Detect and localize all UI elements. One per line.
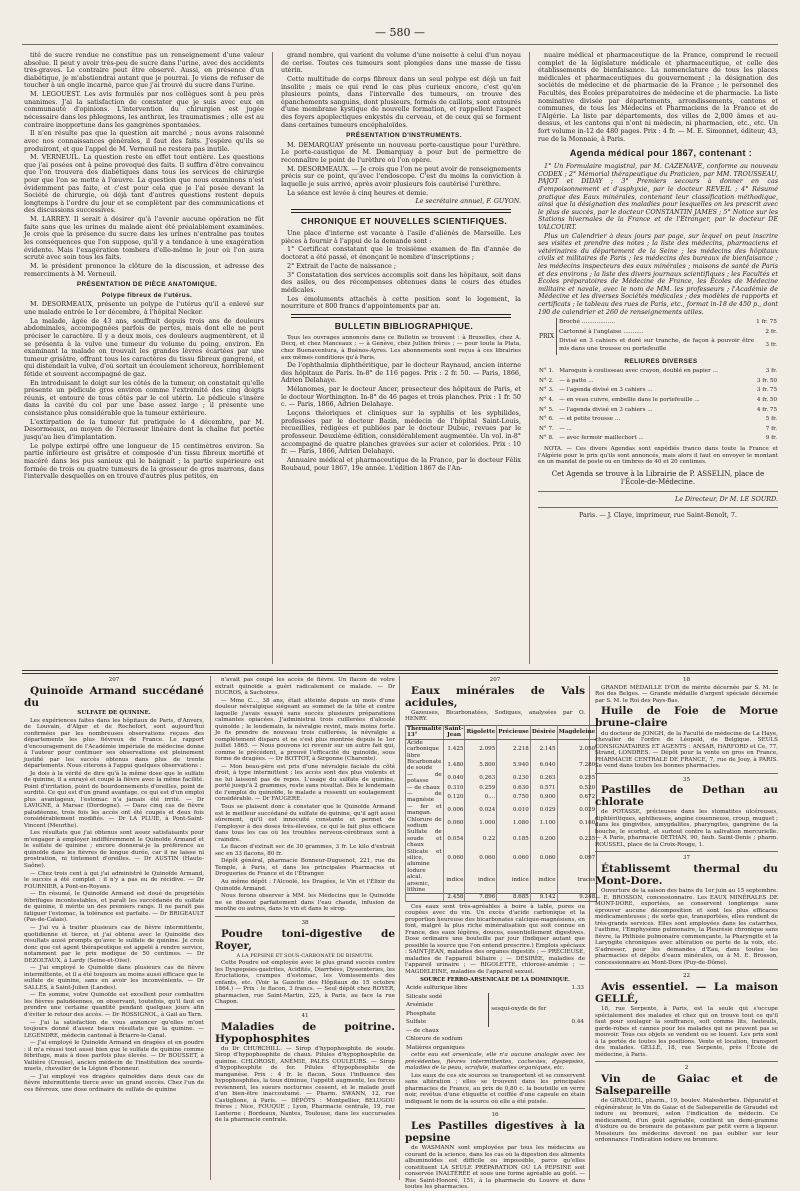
eaux-table-cell: 9.248	[557, 894, 597, 901]
dominique-value	[566, 1001, 585, 1010]
ads-divider	[22, 670, 778, 674]
eaux-table-cell: 0.060	[443, 849, 465, 868]
section-heading: PRÉSENTATION D'INSTRUMENTS.	[346, 132, 462, 140]
paragraph: M. le président prononce la clôture de la discussion, et adresse des remerciments à M. Verneuil.	[24, 261, 264, 278]
eaux-table-cell: 0.024	[465, 804, 497, 817]
dominique-value	[566, 993, 585, 1002]
eaux-table-cell: 0.230	[497, 772, 531, 785]
dominique-table	[405, 984, 585, 1052]
paragraph: Une place d'interne est vacante à l'asile d'aliénés de Marseille. Les pièces à fournir à l'appui de la demande sont :	[281, 229, 521, 245]
eaux-table-cell: 5.940	[497, 759, 531, 772]
eaux-table-cell: 2.218	[497, 739, 531, 759]
reliure-label: — avec fermoir maillechort ...	[559, 435, 644, 442]
eaux-table-cell: indice	[530, 868, 557, 894]
reliure-label: — et petite trousse ...	[559, 416, 621, 423]
paragraph: M. DEMARQUAY présente un nouveau porte-caustique pour l'urèthre. Le porte-caustique de M. Demarquay a pour but de permettre de reconnaître le point de l'urèthre où l'on opère.	[281, 140, 521, 164]
eaux-table-row	[406, 829, 597, 848]
ad-paragraph: Les résultats que j'ai obtenus sont assez satisfaisants pour m'engager à employer indifféremment le Quinoïde Armand et le sulfate de quinine ; encore donnerai-je la préférence au quinoïde dans les fièvres de longue durée, car il ne laisse ni prostration, ni tintement d'oreilles. — Dr AUSTIN (Haute-Saône).	[24, 830, 204, 869]
eaux-table-cell: 2.145	[530, 739, 557, 759]
ad-number: 38	[301, 919, 309, 926]
dominique-label: Sulfate	[406, 1019, 427, 1026]
eaux-table-cell: 1.480	[443, 759, 465, 772]
eaux-table-cell: indice	[497, 868, 531, 894]
eaux-table-cell: 2.095	[465, 739, 497, 759]
eaux-table-cell: 0.060	[465, 849, 497, 868]
ad-paragraph: du docteur de JONGH, de la Faculté de médecine de La Haye, chevalier de l'ordre de Léopold, de Belgique. SEULS CONSIGNATAIRES ET AGENTS : ANSAR, HARFORD et Ce, 77, Strand, LONDRES. — Dépôt pour la vente en gros en France, PHARMACIE CENTRALE DE FRANCE, 7, rue de Jouy, à PARIS. Se vend dans toutes les bonnes pharmacies.	[595, 730, 778, 770]
dominique-label: Silicate sodé	[406, 993, 443, 1000]
ad-paragraph: Ouverture de la saison des bains du 1er juin au 15 septembre. — E. BROSSON, concessionnaire. Les EAUX MINÉRALES DE MONT-DORE, exportées, se conservent longtemps sans éprouver aucune décomposition et sont les plus efficaces médicamenteuses ; de sorte que, transportées, elles rendent de très-grands services. Elles sont employées dans les catarrhes, l'asthme, l'Emphysème pulmonaire, la Pleurésie chronique sans fièvre, la Phthisie pulmonaire commençante, la Pharyngite et la Laryngite chroniques avec altération ou perte de la voix, etc. S'adresser, pour les demandes d'Eau, dans toutes les pharmacies et dépôts d'eaux minérales, ou à M. E. Brosson, concessionnaire au Mont-Dore (Puy-de-Dôme).	[595, 888, 778, 966]
ad-paragraph: cette eau est arsenicale, elle n'a aucune analogie avec les précédentes, fièvres intermittentes, cachexies, dyspepsies, maladies de la peau, scrofule, maladies organiques, etc.	[405, 1052, 585, 1072]
eaux-table-header: Précieuse	[497, 725, 531, 739]
ad-title: Les Pastilles digestives à la pepsine	[405, 1120, 585, 1145]
prix-row-label: Broché ..................	[557, 318, 756, 328]
ad-paragraph: Au même dépôt : l'Alcoolé, les Dragées, le Vin et l'Élixir du Quinoïde Armand.	[215, 879, 395, 892]
ad-number: 18	[682, 677, 691, 683]
eaux-table-cell: 0.263	[465, 772, 497, 785]
reliure-price: 3 fr.	[765, 368, 777, 375]
ad-subtitle: SOURCE FERRO-ARSENICALE DE LA DOMINIQUE.	[420, 976, 570, 983]
ad-paragraph: Les expériences faites dans les hôpitaux de Paris, d'Anvers, de Louvain, d'Alger et de Rochefort, sont aujourd'hui confirmées par les nombreuses observations reçues des départements les plus fiévreux de France. Le rapport d'encouragement de l'Académie impériale de médecine donne à l'auteur pour continuer ses observations est pleinement justifié par les succès obtenus dans plus de trente départements. Nous citerons à l'appui quelques observations :	[24, 717, 204, 770]
chronique-heading: CHRONIQUE ET NOUVELLES SCIENTIFIQUES.	[300, 216, 508, 227]
ad-paragraph: Cette Poudre est employée avec le plus grand succès contre les Dyspepsies-gastrites, Acidités, Diarrhées, Dyssenteries, les Éructations, crampes d'estomac, les Vomissements des enfants, etc. (Voir la Gazette des Hôpitaux du 15 octobre 1864.) — Prix : le flacon, 3 francs. — Seul dépôt chez ROYER, pharmacien, rue Saint-Martin, 225, à Paris, au face la rue Chapon.	[215, 960, 395, 1006]
eaux-table-cell: indice	[443, 868, 465, 894]
eaux-table-cell: 0.040	[443, 772, 465, 785]
eaux-table-cell: 0.006	[443, 804, 465, 817]
eaux-table-cell: traces	[557, 868, 597, 894]
paragraph: tité de sucre rendue ne constitue pas un renseignement d'une valeur absolue. Il peut y avoir très-peu de sucre dans l'urine, avec des accidents très-graves. Le contraire peut être observé. Aussi, en présence d'un diabétique, je m'abstiendrai autant que je pourrai. Je viens de refuser de toucher à un ongle incarné, parce que j'ai trouvé du sucre dans l'urine.	[24, 51, 264, 90]
reliure-price: 3 fr. 75	[756, 387, 777, 394]
bulletin-heading: BULLETIN BIBLIOGRAPHIQUE.	[334, 320, 474, 331]
paragraph: Le polype extirpé offre une longueur de 15 centimètres environ. Sa partie inférieure est grisâtre et composée d'un tissu fibreux mortifié et macéré dans les pus sanieux qui le baignait ; la partie supérieure est formée de trois ou quatre tumeurs de la grosseur de gros marrons, dans l'intervalle desquelles on en trouve d'autres plus petites, en	[24, 441, 264, 481]
eaux-table-cell: 7.896	[465, 894, 497, 901]
reliure-number: N° 6.	[539, 416, 554, 423]
eaux-table-cell: 0.255	[557, 772, 597, 785]
ad-paragraph: — J'ai employé vos dragées quinoïdes dans deux cas de fièvre intermittente tierce avec un grand succès. Chez l'un de ces fiévreux, une dose ordinaire de sulfate de quinine	[24, 1073, 204, 1093]
dominique-value	[566, 1027, 585, 1036]
eaux-table-header: Magdeleine	[557, 725, 597, 739]
ad-title: Vin de Gaiac et de Salsepareille	[595, 1072, 778, 1097]
paragraph: La malade, âgée de 43 ans, souffrait depuis trois ans de douleurs abdominales, accompagnées parfois de pertes, mais dont elle ne peut préciser le caractère. Il y a deux mois, ces douleurs augmentèrent, et il se présenta à la vulve une tumeur du volume du poing, environ. En examinant la malade on trouvait les grandes lèvres écartées par une tumeur grisâtre, offrant tous les caractères du tissu fibreux gangrené, et qui distendait la vulve, d'où sortait un écoulement ichoreux, horriblement fétide et souvent accompagné de gaz.	[24, 316, 264, 378]
eaux-table-row	[406, 894, 597, 901]
prix-row-label: Cartonné à l'anglaise ...........	[557, 328, 756, 338]
header-rule	[22, 44, 778, 45]
ad-number: 37	[682, 855, 691, 862]
dominique-brace: sesqui-oxyde de fer	[489, 993, 566, 1027]
agenda-heading: Agenda médical pour 1867, contenant :	[569, 148, 753, 159]
ad-subtitle: Gazeuses, Bicarbonatées, Sodiques, analysées par O. HENRY.	[405, 709, 585, 723]
paragraph: 1° Un Formulaire magistral, par M. CAZENAVE, conforme au nouveau CODEX ; 2° Mémorial thérapeutique du Praticien, par MM. TROUSSEAU, PAJOT et DIDAY ; 3° Premiers secours à donner en cas d'empoisonnement et d'asphyxie, par le docteur REVEIL ; 4° Résumé pratique des Eaux minérales, contenant leur classification méthodique, ainsi que la désignation des maladies pour lesquelles on les prescrit avec le plus de succès, par le docteur CONSTANTIN JAMES ; 5° Notice sur les Stations hivernales de la France et de l'Étranger, par le docteur DE VALCOURT.	[538, 162, 778, 231]
dominique-label: Acide sulfurique libre	[406, 985, 468, 992]
eaux-table-cell: — de chaux	[406, 785, 444, 791]
prix-row-price: 3 fr.	[765, 342, 777, 349]
ad-paragraph: de GIRAUDEL, pharm., 19, boulev. Malesherbes. Dépuratif et régénérateur, le Vin de Gaiac et de Salsepareille de Giraudel est iodure ou bromuré, selon l'indication de médecin. Ce médicament, d'un goût agréable, contient un demi-gramme d'iodure ou de bromure de potassium par petit verre à liqueur. Messieurs les médecins devront ne pas oublier sur leur ordonnance l'indication iodure ou bromure.	[595, 1098, 778, 1144]
price-table	[538, 318, 778, 354]
ad-title: Quinoïde Armand succédané du	[24, 684, 204, 709]
ad-title: Pastilles de Dethan au chlorate	[595, 784, 778, 809]
eaux-table-cell: 6.040	[530, 759, 557, 772]
ad-paragraph: n'avait pas coupé les accès de fièvre. Un flacon de votre extrait quinoïde a guéri radicalement ce malade. — Dr DUCROS, à Sachoires.	[215, 677, 395, 696]
ad-paragraph: — Mme C..., 38 ans, était atteinte depuis un mois d'une douleur névralgique siégeant au sommet de la tête et contre laquelle j'avais essayé sans succès plusieurs préparations calmantes opiacées. J'administrai trois cuillerées d'alcoolé quinoïde ; le lendemain, la névralgie revint, mais moins forte. Je fis prendre de nouveau trois cuillerées, la névralgie a complètement disparu et ne s'est plus montrée depuis le 1er juillet 1865. — Nous pouvons ici revenir sur un autre fait qui, comme le précédent, a prouvé l'efficacité du quinoïde, sous forme de dragées. — Dr BOTTOT, à Sirgonne (Charente).	[215, 697, 395, 763]
ad-divider	[595, 773, 778, 774]
paragraph: M. DESORMEAUX. — Je crois que l'on ne peut avoir de renseignements précis sur ce point, qu'avec l'endoscope. C'est du moins la conviction à laquelle je suis arrivé, après avoir plusieurs fois cautérisé l'urèthre.	[281, 164, 521, 188]
paragraph: M. LEGOUEST. Les avis formulés par nos collègues sont à peu près unanimes. J'ai la satisfaction de constater que je suis avec eux en communauté d'opinions. L'intervention du chirurgien est jugée nécessaire dans les phlegmons, les anthrax, les traumatismes ; elle est au contraire inopportune dans les gangrènes spontanées.	[24, 90, 264, 129]
reliure-label: — en veau cuivre, embellie dans le portefeuille ...	[559, 396, 700, 403]
dominique-value: 1.33	[571, 985, 584, 992]
ad-paragraph: Dépôt général, pharmacie Bonneur-Duguenot, 221, rue du Temple, à Paris, et dans les principales Pharmacies et Drogueries de France et de l'Étranger.	[215, 858, 395, 878]
ad-paragraph: du Dr CHURCHILL. — Sirop d'hypophosphite de soude. Sirop d'hypophosphite de chaux. Pilules d'hypophosphite de quinine. CHLOROSE, ANÉMIE, PALES COULEURS. — Sirop d'hypophosphite de fer. Pilules d'hypophosphite de manganèse. Prix : 4 fr. le flacon. Sous l'influence des hypophosphites, la toux diminue, l'appétit augmente, les forces reviennent, les sueurs nocturnes cessent, et le malade jouit d'un bien-être inaccoutumé. — Pharm. SWANN, 12, rue Castiglione, à Paris. — DÉPÔTS : Montpellier, BELUGOU frères ; Nice, FOUQUE ; Lyon, Pharmacie centrale, 19, rue Lanterne ; Bordeaux, Nantes, Toulouse, dans les succursales de la pharmacie centrale.	[215, 1045, 395, 1124]
reliure-number: N° 5.	[539, 406, 554, 413]
eaux-table-cell: Iodure alcal. arsenic, lithine	[406, 868, 444, 894]
ad-title: Huile de Foie de Morue brune-claire	[595, 705, 778, 730]
ad-subtitle: SULFATE DE QUININE.	[77, 709, 151, 716]
eaux-table-cell: — de potasse	[407, 771, 442, 785]
ad-title: Maladies de poitrine. Hypophosphites	[215, 1020, 395, 1045]
divider	[538, 491, 778, 492]
dominique-value	[566, 1035, 585, 1044]
ads-column-2	[215, 677, 395, 1180]
ad-title: Avis essentiel. — La maison GELLÉ,	[595, 981, 778, 1005]
ad-paragraph: Le flacon d'extrait sec de 30 grammes, 3 fr. Le kilo d'extrait sec en 33 flacons, 80 fr.	[215, 844, 395, 857]
ad-divider	[595, 969, 778, 970]
reliure-label: — ...	[559, 425, 572, 432]
reliure-number: N° 2.	[539, 377, 554, 384]
eaux-table-cell: Chlorure de sodium	[407, 816, 442, 829]
paragraph: L'extirpation de la tumeur fut pratiquée le 4 décembre, par M. Desormeaux, au moyen de l'écraseur linéaire dont la chaîne fut portée jusqu'au lieu d'implantation.	[24, 417, 264, 441]
ad-paragraph: — J'ai employé le Quinoïde dans plusieurs cas de fièvre intermittente, et il a été toujours au moins aussi efficace que le sulfate de quinine, sans en avoir les inconvénients. — Dr SALLES, à Saint-Julien (Landes).	[24, 965, 204, 991]
ads-column-divider	[210, 676, 211, 1180]
paragraph: grand nombre, qui varient du volume d'une noisette à celui d'un noyau de cerise. Toutes ces tumeurs sont plongées dans une masse de tissu utérin.	[281, 51, 521, 75]
ad-paragraph: Ces eaux sont très-agréables à boire à table, pures ou coupées avec du vin. Un excès d'acide carbonique et la proportion heureuse des bicarbonates calcique-magnésiens, en font, malgré la plus riche minéralisation qui soit connue en France, des eaux légères, douces, essentiellement digestives. Dose ordinaire une bouteille par jour (Indiquer autant que possible la source que l'on entend prescrire.) Emplois spéciaux : SAINT-JEAN, maladies des organes digestifs ; — PRÉCIEUSE, maladies de l'appareil biliaire ; — DÉSIRÉE, maladies de l'appareil urinaire ; — RIGOLETTE, chlorose-anémie ; — MAGDELEINE, maladies de l'appareil sexuel.	[405, 903, 585, 975]
ad-paragraph: — En somme, votre Quinoïde est excellent pour combattre les fièvres paludéennes, on observant, toutefois, qu'il faut en prendre une certaine quantité pendant quelques jours afin d'éviter le retour des accès. — Dr ROSSIGNOL, à Gail au Tarn.	[24, 992, 204, 1018]
reliure-price: 3 fr. 50	[756, 377, 777, 384]
ad-paragraph: Tous se plaisent donc à constater que le Quinoïde Armand est le meilleur succédané du sulfate de quinine, qu'il agit aussi sûrement, qu'il est innocuité constante et permet de l'employer à des doses très-élevées, ce qui le fait plus efficace dans tous les cas où les troubles nerveux-cérébraux sont à craindre.	[215, 804, 395, 843]
eaux-table-row	[406, 849, 597, 868]
ad-number: 22	[682, 973, 691, 980]
ad-title: Établissemt thermal du Mont-Dore.	[595, 863, 778, 888]
ad-paragraph: Je dois à la vérité de dire qu'à la même dose que le sulfate de quinine, il a enrayé et coupé la fièvre avec la même facilité. Point d'irritation, point de bourdonnements d'oreilles, point de surdité. Ce qui est d'un grand avantage, ce qui est d'un emploi plus avantageux, l'estomac n'a jamais été irrité. — Dr LAVIGNE, à Marsac (Dordogne). — Dans cinq cas de fièvre paludéenne, trois fois les accès ont été coupés et deux fois considérablement modifiés. — Dr LA PLUIE, à Pont-Saint-Vincent (Meurthe).	[24, 770, 204, 829]
eaux-table-cell: 0.672	[557, 791, 597, 804]
eaux-table-header: Thermalité 13°	[407, 725, 442, 739]
paragraph: M. LARREY. Il serait à désirer qu'à l'avenir aucune opération ne fût faite sans que les urines du malade aient été préalablement examinées. Je crois que la présence du sucre dans les urines n'entraîne pas toutes les conséquences que l'on suppose, qu'il y a tendance à une exagération évidente. Mais l'exagération tombera d'elle-même le jour où l'on aura scruté avec soin tous les faits.	[24, 215, 264, 262]
ads-column-3	[405, 677, 596, 1191]
article-column-3	[538, 52, 778, 667]
article-column-2	[281, 52, 521, 667]
eaux-table-cell: 0.259	[465, 785, 497, 791]
bibliography-entry: De l'ophthalmia diphthéritique, par le docteur Raynaud, ancien interne des hôpitaux de Paris. In-8° de 116 pages. Prix : 2 fr. 50. — Paris, 1866, Adrien Delahaye.	[281, 361, 521, 385]
reliure-number: N° 3.	[539, 387, 554, 394]
eaux-table-cell: Acide carbonique libre	[406, 739, 444, 759]
paragraph: 1° Certificat constatant que le troisième examen de fin d'année de doctorat a été passé, et énonçant le nombre d'inscriptions ;	[281, 245, 521, 261]
eaux-table-header: Désirée	[530, 725, 557, 739]
eaux-table-cell: Bicarbonate de soude	[407, 758, 442, 772]
reliure-number: N° 4.	[539, 396, 554, 403]
ad-number: 207	[489, 677, 501, 683]
ad-number: 16	[491, 1112, 499, 1119]
reliures-heading: RELIURES DIVERSES	[624, 357, 698, 365]
paragraph: Les émoluments attachés à cette position sont le logement, la nourriture et 800 francs d'appointements par an.	[281, 294, 521, 311]
dominique-value: 0.44	[571, 1019, 584, 1026]
ad-divider	[405, 1108, 585, 1109]
eaux-table-cell: 0.054	[443, 829, 465, 848]
eaux-table-cell: 1.000	[465, 817, 497, 830]
paragraph: M. VERNEUIL. La question reste en effet tout entière. Les questions que j'ai posées ont à peine provoqué des faits. Il suffira d'être convaincu que l'on trouvera des diabétiques dans tous les services de chirurgie pour que l'on se mette à l'œuvre. La question que nous examinons n'est évidemment pas faite, et c'est pour cela que je l'ai posée devant la Société de chirurgie, où déjà tant d'autres questions restent depuis longtemps à l'ordre du jour et se complètent par des communications et des discussions successives.	[24, 153, 264, 215]
reliure-price: 5 fr.	[765, 416, 777, 423]
eaux-table-row	[406, 772, 597, 785]
eaux-table-cell: 0.010	[497, 804, 531, 817]
dominique-label: Arséniate	[406, 1002, 434, 1009]
paragraph: 3° Constatation des services accomplis soit dans les hôpitaux, soit dans des asiles, ou des récompenses obtenues dans le cours des études médicales.	[281, 270, 521, 294]
reliure-price: 7 fr.	[765, 425, 777, 432]
reliure-label: — l'agenda divisé en 3 cahiers ...	[559, 406, 653, 413]
dominique-value	[566, 1044, 585, 1053]
ad-divider	[215, 916, 395, 917]
eaux-table-cell: 0.310	[443, 785, 465, 791]
prix-label: PRIX	[539, 332, 555, 340]
eaux-table-row	[406, 739, 597, 759]
eaux-table-header: Rigolette	[465, 725, 497, 739]
ad-divider	[595, 1061, 778, 1062]
eaux-table-cell: 0.029	[530, 804, 557, 817]
eaux-table-cell: 7.280	[557, 759, 597, 772]
ad-paragraph: — Chez trois cent à qui j'ai administré le Quinoïde Armand, le succès a été complet : il n'y a pas eu de récidive. — Dr FOURNIER, à Pont-en-Royans.	[24, 870, 204, 890]
eaux-table-cell: 0.235	[557, 829, 597, 848]
ad-paragraph: — Mon beau-père est pris d'une névralgie faciale du côté droit, à type intermittent ; les accès sont des plus violents et ne lui laissent pas de repos. L'usage du sulfate de quinine, porté jusqu'à 2 grammes, reste sans résultat. Dès le lendemain de l'emploi du quinoïde, le malade a ressenti un soulagement considérable. — Dr FAUGERE.	[215, 763, 395, 803]
ad-paragraph: de WASMANN sont employées par tous les médecins au courant de la science, dans les cas où la digestion des aliments albuminoïdes est difficile ou impossible, parce qu'elles constituent LA SEULE PRÉPARATION OÙ LA PEPSINE soit conservée INALTÉRÉE et sous une forme agréable au goût. — Rue Saint-Honoré, 151, à la pharmacie du Louvre et dans toutes les pharmacies.	[405, 1145, 585, 1191]
eaux-table-cell: — fer et mangan.	[407, 803, 442, 817]
eaux-table-cell: 2.050	[557, 739, 597, 759]
ads-column-4	[595, 677, 778, 1180]
dominique-label: Matières organiques	[406, 1044, 465, 1051]
reliure-price: 4 fr. 50	[756, 396, 777, 403]
eaux-table-cell: 1.080	[497, 817, 531, 830]
eaux-table-cell: 9.142	[530, 894, 557, 901]
ad-paragraph: — En résumé, le Quinoïde Armand est doué de propriétés fébrifuges incontestables, et paraît les succédanés du sulfate de quinine, il mérite un des premiers rangs. Il ne paraît pas fatiguer l'estomac, la tolérance est parfaite. — Dr BRIGEAULT (Pas-de-Calais).	[24, 891, 204, 924]
dominique-label: — de chaux	[406, 1027, 439, 1034]
eaux-table-cell	[406, 894, 444, 901]
eaux-table-cell: 0.120	[443, 791, 465, 804]
reliure-number: N° 7.	[539, 425, 554, 432]
dominique-value	[566, 1010, 585, 1019]
reliure-label: Maroquin à coulisseau avec crayon, doublé en papier ...	[559, 368, 718, 375]
printer-line: Paris. — J. Claye, imprimeur, rue Saint-Benoît, 7.	[579, 511, 737, 520]
eaux-table-row	[406, 759, 597, 772]
paragraph: Plus un Calendrier à deux jours par page, sur lequel on peut inscrire ses visites et prendre des notes ; la liste des médecins, pharmaciens et vétérinaires du département de la Seine ; les médecins des hôpitaux civils et militaires de Paris ; les médecins des bureaux de bienfaisance ; les médecins inspecteurs des eaux minérales ; maisons de santé de Paris et des environs ; la liste des divers journaux scientifiques ; les Facultés et Écoles préparatoires de Médecine de France, les Écoles de Médecine militaire et navale, avec le nom de MM. les professeurs ; l'Académie de Médecine et les diverses Sociétés médicales ; des modèles de rapports et certificats ; le tableau des rues de Paris, etc., format in-18 de 450 p., dont 190 de calendrier et 260 de renseignements utiles.	[538, 231, 778, 316]
ad-divider	[215, 1009, 395, 1010]
eaux-table-row	[406, 804, 597, 817]
eaux-table-cell: 2.458	[443, 894, 465, 901]
eaux-table-row	[406, 868, 597, 894]
eaux-table-cell: Sulfate de soude et chaux	[407, 829, 442, 849]
eaux-table-cell: 0....	[465, 791, 497, 804]
paragraph: nuaire médical et pharmaceutique de la France, comprend le recueil complet de la législature médicale et pharmaceutique, et celle des établissements de bienfaisance. La nomenclature de tous les places médicales et pharmaceutiques du gouvernement ; la désignation des sociétés de médecine et de pharmacie de la France ; le personnel des Facultés, des Écoles préparatoires de médecine et de pharmacie. La liste nominative divisée par départements, arrondissements, cantons et communes, de tous les Médecins et Pharmaciens de la France et de l'Algérie. La liste par départements, des villes de 2,000 âmes et au-dessus, et les cantons qui n'ont ni médecin, ni pharmacien, etc., etc. Un fort volume in-12 de 480 pages. Prix : 4 fr. — M. E. Simonnet, éditeur, 43, rue de la Monnaie, à Paris.	[538, 51, 778, 143]
eaux-table-cell: 0.900	[530, 791, 557, 804]
dominique-label: Chlorure de sodium	[406, 1036, 463, 1043]
paragraph: En introduisant le doigt sur les côtés de la tumeur, on constatait qu'elle présente un pédicule gros environ comme l'extrémité des cinq doigts réunis, et entouré de tous côtés par le col utérin. Le pédicule s'insère dans la cavité du col par une base assez large ; il présente une consistance plus considérable que la tumeur extérieure.	[24, 378, 264, 418]
ad-paragraph: — J'ai la satisfaction de vous annoncer qu'elles m'ont toujours donné d'assez beaux résultats que la quinine. — LEGENDRE, médecin cantonal à Briarre-le-Canal.	[24, 1019, 204, 1039]
ad-paragraph: — J'ai vu à traiter plusieurs cas de fièvre intermittente, quotidienne et tierce, et j'ai obtenu avec le Quinoïde des résultats aussi prompts qu'avec le sulfate de quinine. Je crois donc que cet agent thérapeutique est appelé à rendre service, notamment par le prix modique de 50 centimes. — Dr DEZOLTAUX, à Lardy (Seine-et-Oise).	[24, 925, 204, 964]
ad-number: 41	[301, 1012, 309, 1019]
eaux-table-cell: indice	[465, 868, 497, 894]
bibliography-entry: Annuaire médical et pharmaceutique de la France, par le docteur Félix Roubaud, pour 1867, 19e année. L'édition 1867 de l'An-	[281, 455, 521, 472]
eaux-table-cell: 0.263	[530, 772, 557, 785]
ad-divider	[595, 851, 778, 852]
eaux-table-cell: 0.029	[557, 804, 597, 817]
section-divider	[291, 314, 511, 318]
eaux-table-cell: 0.22	[465, 829, 497, 848]
eaux-table-cell: 0.060	[497, 849, 531, 868]
ad-paragraph: — J'ai employé le Quinoïde Armand en dragées et en poudre : il m'a réussi tout aussi bien que le sulfate de quinine comme fébrifuge, mais à dose parfois plus élevée. — Dr BOUSSET, à Vailière (Creuse), ancien médecin de l'institution des sourds-muets, chevalier de la Légion d'honneur.	[24, 1040, 204, 1073]
ad-paragraph: 18, rue Serpente, à Paris, est la seule qui s'occupe spécialement des malades et chez qui on trouve tout ce qu'il faut pour soulager la souffrance, soit comme lits, fauteuils, garde-robes et cannes pour les malades qui ne peuvent pas se mouvoir. Tous ces objets se vendent ou se louent. Les prix sont à la portée de toutes les positions. Vente et location, transport des malades. GELLÉ, 18, rue Serpente, près l'École de médecine, à Paris.	[595, 1006, 778, 1058]
eaux-analysis-table	[405, 725, 597, 902]
secretary-signature: Le secrétaire annuel, F. GUYON.	[415, 197, 521, 206]
eaux-table-cell: 0.097	[557, 849, 597, 868]
page-number: — 580 —	[375, 26, 425, 39]
section-heading: PRÉSENTATION DE PIÈCE ANATOMIQUE.	[76, 281, 218, 289]
eaux-table-row	[406, 791, 597, 804]
divider	[538, 507, 778, 508]
reliure-number: N° 8.	[539, 435, 554, 442]
paragraph: Tous les ouvrages annoncés dans ce Bulletin se trouvent : à Bruxelles, chez A. Decq, et chez Manceaux ; — à Genève, chez Jullien frères ; — pour toute la Plata, chez Buenaventura, à Buénos-Ayres. Les abonnements sont reçus à ces librairies aux mêmes conditions qu'à Paris.	[281, 334, 521, 361]
paragraph: Cette multitude de corps fibreux dans un seul polype est déjà un fait insolite ; mais ce qui rend le cas plus curieux encore, c'est qu'en plusieurs points, dans l'intervalle des tumeurs, on trouve des épanchements sanguins, dont plusieurs, formés de caillots, sont entourés d'une membrane kystique de nouvelle formation, et rappellent l'aspect des foyers apoplectiques enkystés du cerveau, et de ceux qui se forment dans certaines tumeurs encéphaloïdes.	[281, 74, 521, 129]
eaux-table-header: Saint-Jean	[444, 725, 464, 739]
eaux-table-cell: 0.630	[497, 785, 531, 791]
eaux-table-cell: — de magnésie	[407, 790, 442, 804]
ad-paragraph: Les eaux de ces six sources se transportent et se conservent sans altération ; elles se trouvent dans les principales pharmacies de France, au prix de 0,80 c. la bouteille en verre noir, revêtue d'une étiquette et coiffée d'une capsule en étain indiquant le nom de la source où elle a été puisée.	[405, 1072, 585, 1105]
ads-column-divider	[399, 676, 400, 1180]
eaux-table-cell: 0.060	[443, 817, 465, 830]
subsection-heading: Polype fibreux de l'utérus.	[101, 291, 193, 299]
eaux-table-cell: 1.100	[530, 817, 557, 830]
ad-number: 35	[682, 776, 691, 783]
eaux-table-cell: 5.800	[465, 759, 497, 772]
paragraph: Il n'en résulte pas que la question ait marché ; nous avons raisonné avec nos connaissances générales, il faut des faits. J'espère qu'ils se produiront, et que l'appel de M. Verneuil ne restera pas inutile.	[24, 129, 264, 153]
reliure-price: 4 fr. 75	[756, 406, 777, 413]
paragraph: La séance est levée à cinq heures et demie.	[287, 188, 429, 197]
note-paragraph: NOTA. — Ces divers Agendas sont expédiés franco dans toute la France et l'Algérie pour le prix qu'ils sont annoncés, mais alors il faut en envoyer le montant en un mandat de poste ou en timbres de 40 et 20 centimes.	[538, 445, 778, 466]
eaux-table-cell: 0.750	[497, 791, 531, 804]
ad-number: 2	[684, 1065, 689, 1072]
dominique-label: Phosphate	[406, 1010, 436, 1017]
bibliography-entry: Leçons théoriques et cliniques sur la syphilis et les syphilides, professées par le docteur Bazin, médecin de l'hôpital Saint-Louis, recueillies, rédigées et publiées par le docteur Dubuc, revues par le professeur. Deuxième édition, considérablement augmentée. Un vol. in-8° accompagné de quatre planches gravées sur acier et coloriées. Prix : 10 fr. — Paris, 1866, Adrien Delahaye.	[281, 409, 521, 456]
prix-row-price: 1 fr. 75	[756, 319, 777, 326]
reliure-price: 9 fr.	[765, 435, 777, 442]
bibliography-entry: Mélanomes, par le docteur Ancer, prosecteur des hôpitaux de Paris, et le docteur Worthington. In-8° de 46 pages et trois planches. Prix : 1 fr. 50 c. — Paris, 1866, Adrien Delahaye.	[281, 385, 521, 409]
prix-row-label: Divisé en 3 cahiers et doré sur tranche, de façon à pouvoir être mis dans une trousse ou portefeuille	[557, 337, 756, 354]
eaux-table-cell: 1.425	[443, 739, 465, 759]
eaux-table-cell: 8.685	[497, 894, 531, 901]
eaux-table-cell: Silicate et silice, alumine	[407, 848, 442, 868]
reliure-number: N° 1.	[539, 368, 554, 375]
paragraph: 2° Extrait de l'acte de naissance ;	[287, 261, 397, 270]
eaux-table-cell: 0.571	[530, 785, 557, 791]
reliure-label: — à patte ...	[559, 377, 594, 384]
eaux-table-cell: 0.185	[497, 829, 531, 848]
ad-number: 207	[108, 677, 120, 683]
reliure-label: — l'agenda divisé en 3 cahiers ...	[559, 387, 653, 394]
ad-title: Eaux minérales de Vals acidules,	[405, 684, 585, 709]
ad-subtitle: A LA PEPSINE ET SOUS-CARBONATE DE BISMUTH.	[236, 952, 374, 959]
eaux-table-row	[406, 817, 597, 830]
directeur-signature: Le Directeur, Dr M. LE SOURD.	[674, 494, 778, 503]
reliures-table	[538, 367, 778, 444]
column-divider	[529, 52, 530, 664]
eaux-table-cell: 0.160	[557, 817, 597, 830]
column-divider	[272, 52, 273, 664]
ad-title: Poudre toni-digestive de Royer,	[215, 927, 395, 952]
paragraph: M. DESORMEAUX, présente un polype de l'utérus qu'il a enlevé sur une malade entrée le 1er décembre, à l'hôpital Necker.	[24, 300, 264, 316]
ad-paragraph: de POTASSE, précieuses dans les stomatites ulcéreuses, diphtéritiques, aphtheuses, angine couenneuse, croup, muguet ; dans les gingivites, amygdalites, pharyngites, gangrène de la bouche, le scorbut, et surtout contre la salivation mercurielle. — A Paris, pharmacie DETHAN, 90, faub. Saint-Denis ; pharm. ROUSSEL, place de la Croix-Rouge, 1.	[595, 809, 778, 848]
eaux-table-cell: 0.060	[530, 849, 557, 868]
ads-column-1	[24, 677, 204, 1180]
ad-paragraph: GRANDE MÉDAILLE D'OR de mérite décernée par S. M. le Roi des Belges. — Grande médaille d'argent spéciale décernée par S. M. le Roi des Pays-Bas.	[595, 684, 778, 704]
eaux-table-cell: 0.200	[530, 829, 557, 848]
section-divider	[291, 209, 511, 213]
prix-row-price: 2 fr.	[765, 328, 777, 335]
article-column-1	[24, 52, 264, 667]
agenda-address: Cet Agenda se trouve à la Librairie de P. ASSELIN, place de l'École-de-Médecine.	[551, 469, 765, 487]
eaux-table-cell: 0.520	[557, 785, 597, 791]
ad-paragraph: Nous ferons observer à MM. les Médecins que le Quinoïde ne se dissout parfaitement dans l'eau chaude, infusion de menthe ou autres, dans le vin et dans le sirop.	[215, 893, 395, 913]
